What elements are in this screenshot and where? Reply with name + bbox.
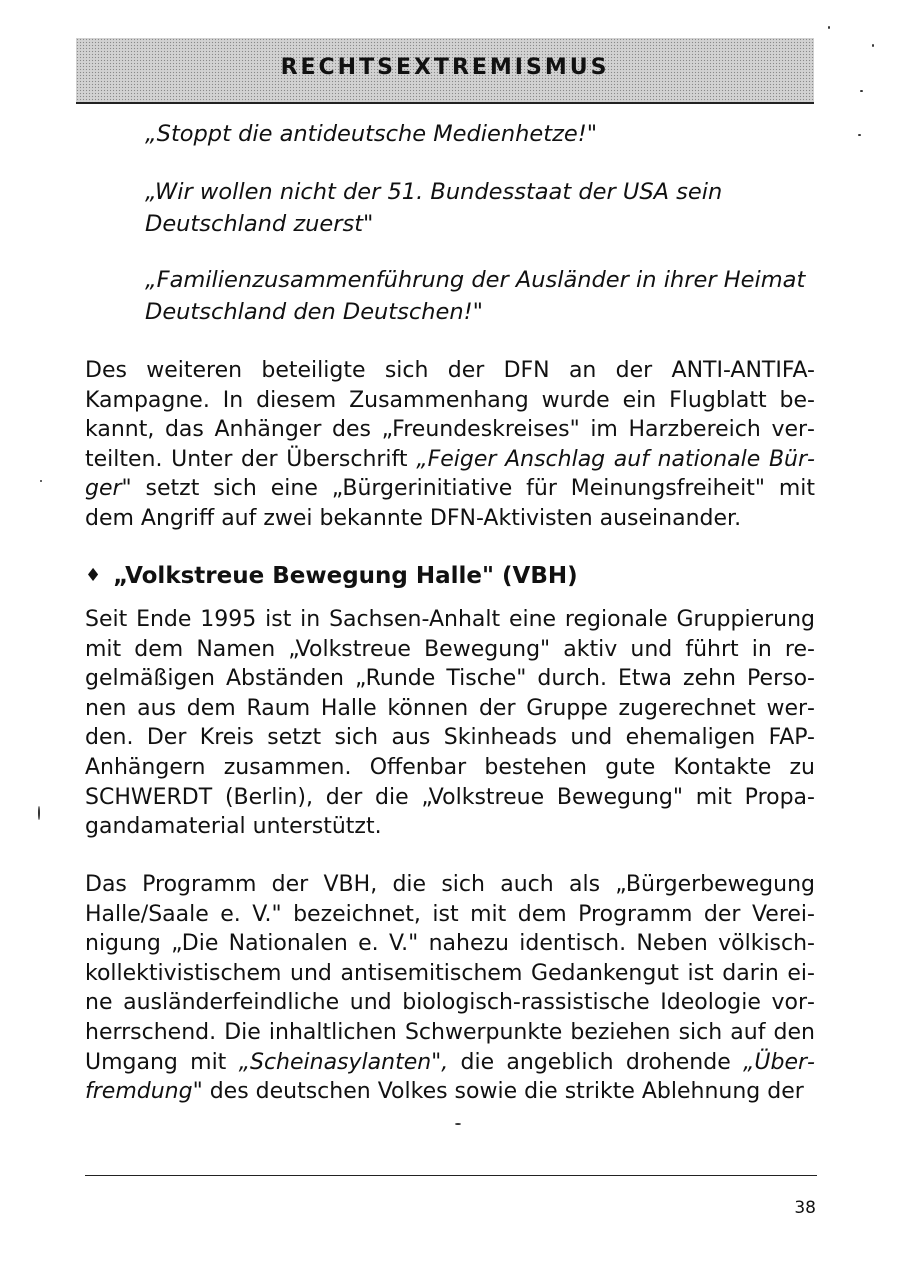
paragraph-dfn-text-2: setzt sich eine „Bürgerinitiative für Meinungsfreiheit" mit dem Angriff auf zwei bekannte DFN-Aktivisten auseinander. — [85, 476, 815, 531]
quote-2-line-2: Deutschland zuerst" — [145, 211, 374, 237]
paragraph-vbh-program-text-1: Das Programm der VBH, die sich auch als „Bürgerbewegung Halle/Saale e. V." bezeichnet, ist mit dem Programm der Vereinigung „Die Nationalen e. V." nahezu identisch. Neben völkisch-kollektivistischem und antisemitischem Gedankengut ist darin eine ausländerfeindliche und biologisch-rassistische Ideologie vorherrschend. Die inhaltlichen Schwerpunkte beziehen sich auf den Umgang mit — [85, 872, 815, 1075]
paragraph-vbh-program — [85, 870, 815, 1107]
quote-1-line-1: „Stoppt die antideutsche Medienhetze!" — [145, 121, 598, 147]
quote-3-line-2: Deutschland den Deutschen!" — [145, 299, 483, 325]
quote-2 — [145, 176, 825, 240]
quote-block — [145, 118, 825, 352]
paragraph-vbh-program-italic-2: „Überfremdung" — [85, 1049, 815, 1105]
section-heading-text: „Volkstreue Bewegung Halle" (VBH) — [113, 563, 578, 589]
scan-speck — [38, 806, 40, 820]
paragraph-vbh-program-text-2: die angeblich drohende — [448, 1049, 743, 1075]
footer-rule — [85, 1175, 817, 1176]
paragraph-dfn-italic-title: „Feiger Anschlag auf nationale Bürger" — [85, 446, 815, 502]
scan-speck — [872, 44, 874, 47]
paragraph-vbh-program-italic-1: „Scheinasylanten", — [238, 1049, 449, 1075]
quote-3-line-1: „Familienzusammenführung der Ausländer in ihrer Heimat — [145, 267, 806, 293]
scan-speck — [828, 26, 830, 29]
scan-speck — [455, 1123, 461, 1125]
running-header-title: RECHTSEXTREMISMUS — [280, 55, 610, 80]
paragraph-dfn-text-1: Des weiteren beteiligte sich der DFN an der ANTI-ANTIFA-Kampagne. In diesem Zusammenhang wurde ein Flugblatt bekannt, das Anhänger des „Freundeskreises" im Harzbereich verteilten. Unter der Überschrift — [85, 358, 815, 472]
scan-speck — [40, 480, 42, 482]
page-number: 38 — [794, 1198, 816, 1218]
scan-speck — [858, 134, 861, 136]
paragraph-vbh-program-text-3: des deutschen Volkes sowie die strikte Ablehnung der — [202, 1079, 804, 1105]
quote-3 — [145, 264, 825, 328]
paragraph-vbh-intro-text: Seit Ende 1995 ist in Sachsen-Anhalt eine regionale Gruppierung mit dem Namen „Volkstreue Bewegung" aktiv und führt in regelmäßigen Abständen „Runde Tische" durch. Etwa zehn Personen aus dem Raum Halle können der Gruppe zugerechnet werden. Der Kreis setzt sich aus Skinheads und ehemaligen FAP-Anhängern zusammen. Offenbar bestehen gute Kontakte zu SCHWERDT (Berlin), der die „Volkstreue Bewegung" mit Propagandamaterial unterstützt. — [85, 607, 815, 840]
section-heading — [85, 561, 815, 591]
quote-1 — [145, 118, 825, 150]
paragraph-vbh-intro — [85, 605, 815, 842]
paragraph-dfn — [85, 356, 815, 534]
scan-speck — [860, 90, 863, 92]
quote-2-line-1: „Wir wollen nicht der 51. Bundesstaat der USA sein — [145, 179, 723, 205]
running-header-band — [76, 38, 814, 104]
diamond-bullet-icon: ♦ — [85, 565, 102, 586]
